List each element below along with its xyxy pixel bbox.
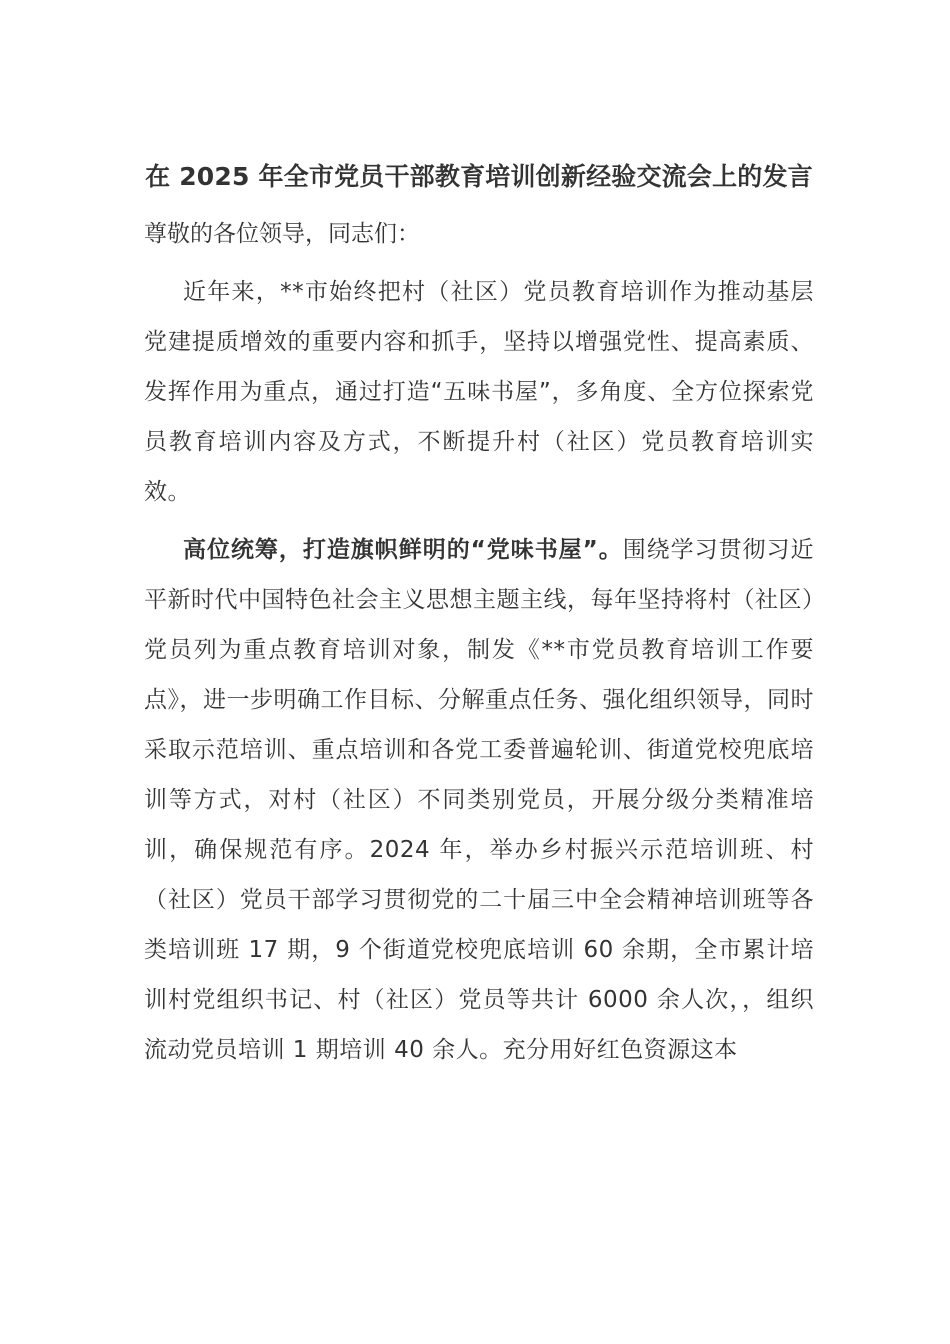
paragraph-intro (144, 267, 814, 517)
paragraph-text: 近年来，**市始终把村（社区）党员教育培训作为推动基层党建提质增效的重要内容和抓手，坚持以增强党性、提高素质、发挥作用为重点，通过打造“五味书屋”，多角度、全方位探索党员教育培训内容及方式，不断提升村（社区）党员教育培训实效。 (144, 279, 814, 505)
paragraph-text: 围绕学习贯彻习近平新时代中国特色社会主义思想主题主线，每年坚持将村（社区）党员列为重点教育培训对象，制发《**市党员教育培训工作要点》，进一步明确工作目标、分解重点任务、强化组织领导，同时采取示范培训、重点培训和各党工委普遍轮训、街道党校兜底培训等方式，对村（社区）不同类别党员，开展分级分类精准培训，确保规范有序。2024 年，举办乡村振兴示范培训班、村（社区）党员干部学习贯彻党的二十届三中全会精神培训班等各类培训班 17 期，9 个街道党校兜底培训 60 余期，全市累计培训村党组织书记、村（社区）党员等共计 6000 余人次，，组织流动党员培训 1 期培训 40 余人。充分用好红色资源这本 (144, 537, 815, 1063)
document-page (144, 152, 814, 1075)
salutation: 尊敬的各位领导，同志们： (144, 221, 420, 247)
paragraph-lead-heading: 高位统筹，打造旗帜鲜明的“党味书屋”。 (183, 537, 623, 563)
document-title: 在 2025 年全市党员干部教育培训创新经验交流会上的发言 (145, 162, 813, 191)
paragraph-party-flavor-bookhouse (144, 525, 814, 1075)
